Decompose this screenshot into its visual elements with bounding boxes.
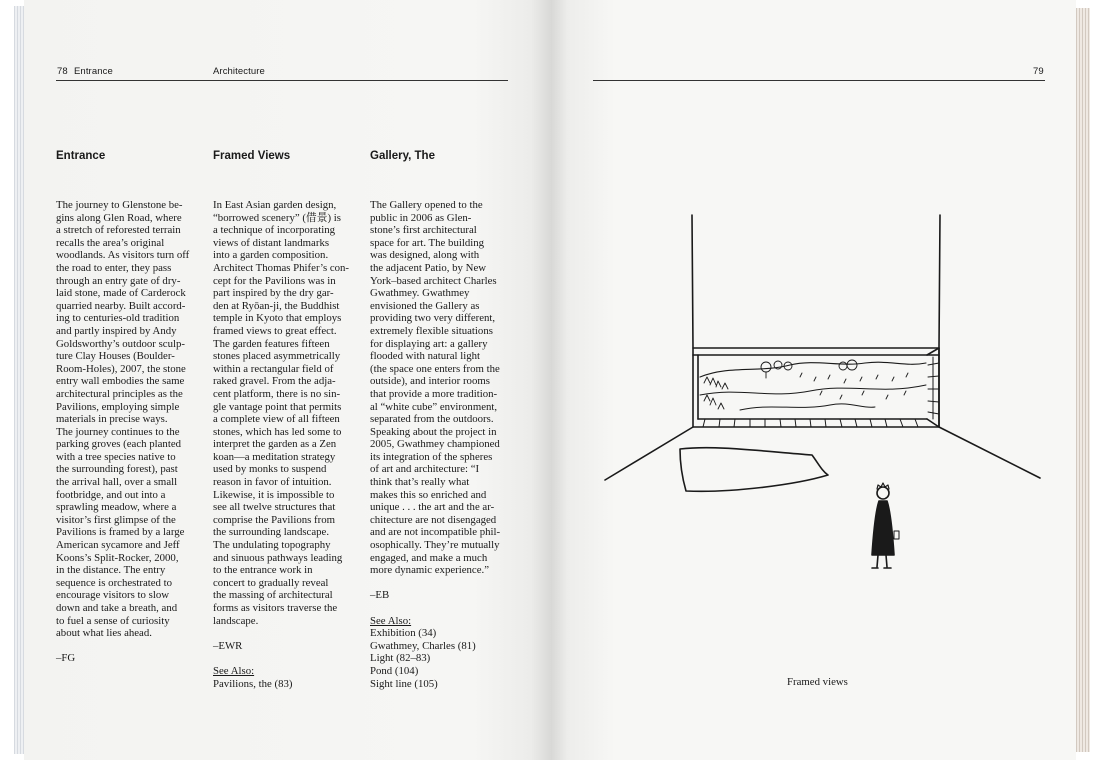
column-text-line: Exhibition (34) [370,627,437,640]
column-text-line: American sycamore and Jeff [56,539,180,552]
column-text-line: part inspired by the dry gar- [213,287,334,300]
column-text-line: into a garden composition. [213,249,329,262]
column-text-line: entry wall embodies the same [56,375,185,388]
column-text-line: The garden features fifteen [213,337,330,350]
column-text-line: Architect Thomas Phifer’s con- [213,261,350,274]
column-text-line: forms as visitors traverse the [213,602,338,614]
left-folio: 78 [57,66,68,77]
column-text-line: York–based architect Charles [370,274,497,287]
column-text-line: in the distance. The entry [56,564,166,577]
floor-line-right [939,427,1040,478]
column-text-line: unique . . . the art and the ar- [370,501,495,514]
left-section-label: Entrance [74,66,113,77]
column-text-line: The journey continues to the [56,425,180,438]
column-gallery-text [370,199,500,690]
column-text-line: that provide a more tradition- [370,387,498,400]
column-text-line: –EWR [213,639,243,652]
column-text-line: (the space one enters from the [370,362,500,375]
column-text-line: –FG [56,652,76,665]
column-text-line: footbridge, and out into a [56,488,166,501]
column-text-line: providing two very different, [370,312,496,325]
column-text-line [370,602,500,615]
right-folio: 79 [1033,66,1044,77]
column-text-line: with a tree species native to [56,450,176,463]
column-text-line: interpret the garden as a Zen [213,438,337,451]
column-text-line: cept for the Pavilions was in [213,274,336,287]
heading-gallery: Gallery, The [370,150,435,162]
column-text-line: reason in favor of intuition. [213,476,332,489]
column-text-line: See Also: [213,664,255,677]
column-framed-views-text [213,199,349,690]
column-text-line: woodlands. As visitors turn off [56,249,190,262]
column-text-line: The journey to Glenstone be- [56,199,183,211]
column-text-line: views of distant landmarks [213,236,330,249]
column-text-line: the adjacent Patio, by New [370,261,487,274]
column-text-line: In East Asian garden design, [213,199,337,211]
column-text-line: materials in precise ways. [56,413,168,426]
column-text-line: architectural principles as the [56,387,183,400]
column-text-line: concert to gradually reveal [213,576,329,589]
column-text-line: Gwathmey. Gwathmey [370,287,470,300]
column-text-line: Gwathmey, Charles (81) [370,639,476,652]
illustration-caption: Framed views [787,676,848,688]
column-text-line: and sinuous pathways leading [213,551,343,564]
column-text-line: think that’s really what [370,476,470,489]
column-text-line: –EB [370,589,390,602]
column-text-line: Likewise, it is impossible to [213,488,335,501]
column-text-line: stones placed asymmetrically [213,350,341,363]
column-text-line: encourage visitors to slow [56,589,170,602]
page-stack-right [1076,8,1090,752]
column-text-line: The Gallery opened to the [370,199,483,211]
framed-views-illustration [600,205,1050,580]
column-text-line: more dynamic experience.” [370,564,490,577]
column-text-line: stone’s first architectural [370,224,477,237]
column-text-line: Sight line (105) [370,677,438,690]
column-text-line: about what lies ahead. [56,627,152,640]
person-figure [872,483,899,568]
column-text-line: and are not incompatible phil- [370,526,501,539]
column-text-line: Pavilions, employing simple [56,400,180,413]
column-text-line: stones, which has led some to [213,425,342,438]
right-wall-line [939,215,940,348]
column-text-line [213,627,349,640]
column-text-line: Goldsworthy’s outdoor sculp- [56,337,185,350]
column-text-line: makes this so enriched and [370,488,487,501]
column-text-line: sequence is orchestrated to [56,576,173,589]
column-text-line: outside), and interior rooms [370,375,490,388]
column-text-line: envisioned the Gallery as [370,299,480,312]
column-text-line: to fuel a sense of curiosity [56,614,170,627]
left-header-rule [56,80,508,81]
column-text-line: “borrowed scenery” (借景) is [213,211,342,224]
column-text-line: comprise the Pavilions from [213,513,336,526]
column-text-line: sprawling meadow, where a [56,501,177,514]
column-text-line: cent platform, there is no sin- [213,387,341,400]
column-text-line: See Also: [370,614,412,627]
column-text-line: chitecture are not disengaged [370,513,497,526]
column-text-line: Koons’s Split-Rocker, 2000, [56,551,179,564]
column-text-line: a technique of incorporating [213,224,336,237]
column-text-line: temple in Kyoto that employs [213,312,342,325]
column-text-line: through an entry gate of dry- [56,274,181,287]
column-text-line: space for art. The building [370,236,485,249]
column-text-line: ture Clay Houses (Boulder- [56,350,175,363]
heading-entrance: Entrance [56,150,106,162]
running-head: Architecture [213,66,265,77]
column-text-line: its integration of the spheres [370,450,493,463]
column-text-line: Pavilions, the (83) [213,677,293,690]
column-text-line: framed views to great effect. [213,324,337,337]
column-text-line: to the entrance work in [213,564,313,577]
left-wall-line [692,215,693,348]
column-text-line: the surrounding landscape. [213,526,330,539]
column-text-line: engaged, and make a much [370,551,488,564]
column-text-line: Pavilions is framed by a large [56,526,185,539]
column-text-line: recalls the area’s original [56,236,165,249]
column-text-line: 2005, Gwathmey championed [370,438,500,451]
column-text-line: see all twelve structures that [213,501,336,514]
bench [680,448,828,492]
column-text-line: separated from the outdoors. [370,413,494,426]
column-text-line: Pond (104) [370,664,419,677]
column-text-line: raked gravel. From the adja- [213,375,336,388]
column-text-line: and partly inspired by Andy [56,324,177,337]
column-text-line [213,652,349,665]
column-entrance-text [56,199,189,665]
column-text-line: den at Ryōan-ji, the Buddhist [213,299,340,312]
column-text-line: of art and architecture: “I [370,463,480,476]
column-text-line: a complete view of all fifteen [213,413,340,426]
column-text-line: the road to enter, they pass [56,261,172,274]
column-text-line: al “white cube” environment, [370,400,498,413]
column-text-line: ing to centuries-old tradition [56,312,180,325]
column-text-line: gle vantage point that permits [213,400,342,413]
column-text-line: quarried nearby. Built accord- [56,299,186,312]
column-text-line: down and take a breath, and [56,602,178,614]
heading-framed-views: Framed Views [213,150,291,162]
column-text-line: visitor’s first glimpse of the [56,513,176,526]
column-text-line: the arrival hall, over a small [56,476,178,489]
column-text-line: the massing of architectural [213,589,333,602]
column-text-line: landscape. [213,614,259,627]
column-text-line [370,577,500,590]
column-text-line: the surrounding forest), past [56,463,178,476]
column-text-line: Speaking about the project in [370,425,497,438]
column-text-line: parking groves (each planted [56,438,182,451]
column-text-line: extremely flexible situations [370,324,493,337]
column-text-line: koan—a meditation strategy [213,450,336,463]
window-frame [693,348,939,427]
column-text-line: Light (82–83) [370,652,431,665]
column-text-line: for displaying art: a gallery [370,337,488,350]
column-text-line: osophically. They’re mutually [370,539,500,552]
column-text-line: The undulating topography [213,539,331,552]
column-text-line: within a rectangular field of [213,362,334,375]
column-text-line: Room-Holes), 2007, the stone [56,362,186,375]
column-text-line: public in 2006 as Glen- [370,211,472,224]
column-text-line: gins along Glen Road, where [56,211,182,224]
column-text-line: was designed, along with [370,249,480,262]
column-text-line: flooded with natural light [370,350,481,363]
right-header-rule [593,80,1045,81]
column-text-line: laid stone, made of Carderock [56,287,186,300]
column-text-line: used by monks to suspend [213,463,327,476]
column-text-line [56,640,189,653]
column-text-line: a stretch of reforested terrain [56,224,181,237]
